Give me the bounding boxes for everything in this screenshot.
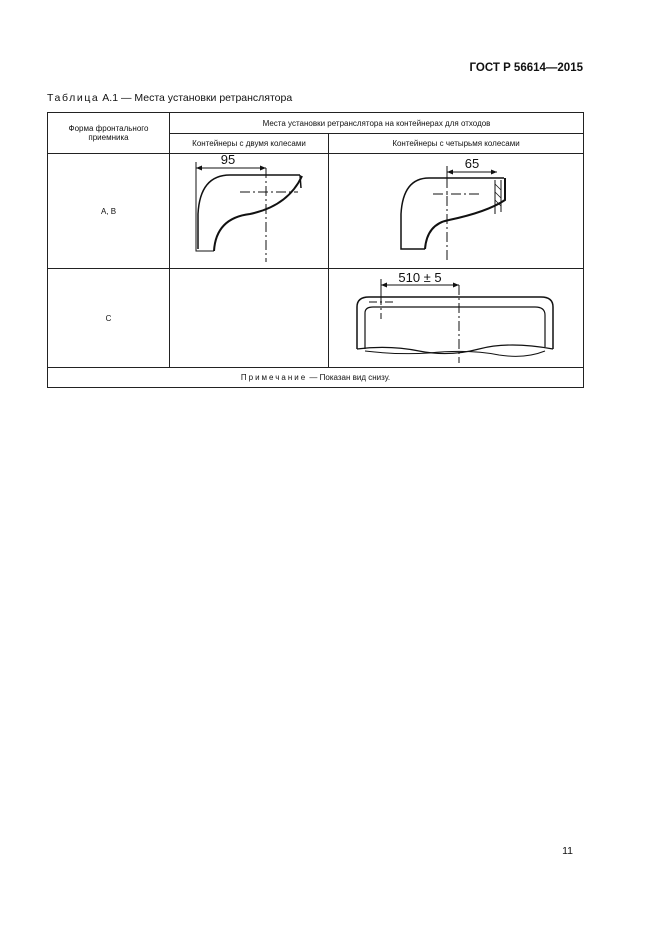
table-row [48, 154, 584, 269]
drawing-cell-c-four [329, 269, 584, 368]
form-cell-c: С [48, 269, 170, 368]
table-row [48, 269, 584, 368]
dimension-label: 510 ± 5 [398, 270, 442, 285]
note-text: Показан вид снизу. [319, 373, 391, 382]
caption-label: Таблица [47, 92, 100, 104]
two-wheel-container-drawing [170, 154, 329, 268]
header-four-wheels: Контейнеры с четырьмя колесами [329, 134, 584, 154]
page-number: 11 [562, 845, 573, 857]
header-form: Форма фронтального приемника [48, 113, 170, 154]
note-dash: — [307, 373, 320, 382]
header-group: Места установки ретранслятора на контейнерах для отходов [170, 113, 584, 134]
header-two-wheels: Контейнеры с двумя колесами [170, 134, 329, 154]
drawing-cell-c-two [170, 269, 329, 368]
caption-separator: — [118, 92, 135, 104]
table-caption [47, 92, 292, 104]
dimension-label: 95 [220, 154, 236, 167]
document-code: ГОСТ Р 56614—2015 [469, 62, 583, 74]
caption-title: Места установки ретранслятора [134, 92, 293, 104]
form-cell-ab: А, В [48, 154, 170, 269]
dimension-label: 65 [464, 156, 480, 171]
installation-table [47, 112, 584, 388]
note-label: Примечание [240, 373, 308, 382]
table-note [48, 368, 584, 388]
front-loader-container-drawing [329, 269, 584, 367]
four-wheel-container-drawing [329, 154, 584, 268]
drawing-cell-ab-four [329, 154, 584, 269]
caption-number: А.1 [102, 92, 119, 104]
drawing-cell-ab-two [170, 154, 329, 269]
